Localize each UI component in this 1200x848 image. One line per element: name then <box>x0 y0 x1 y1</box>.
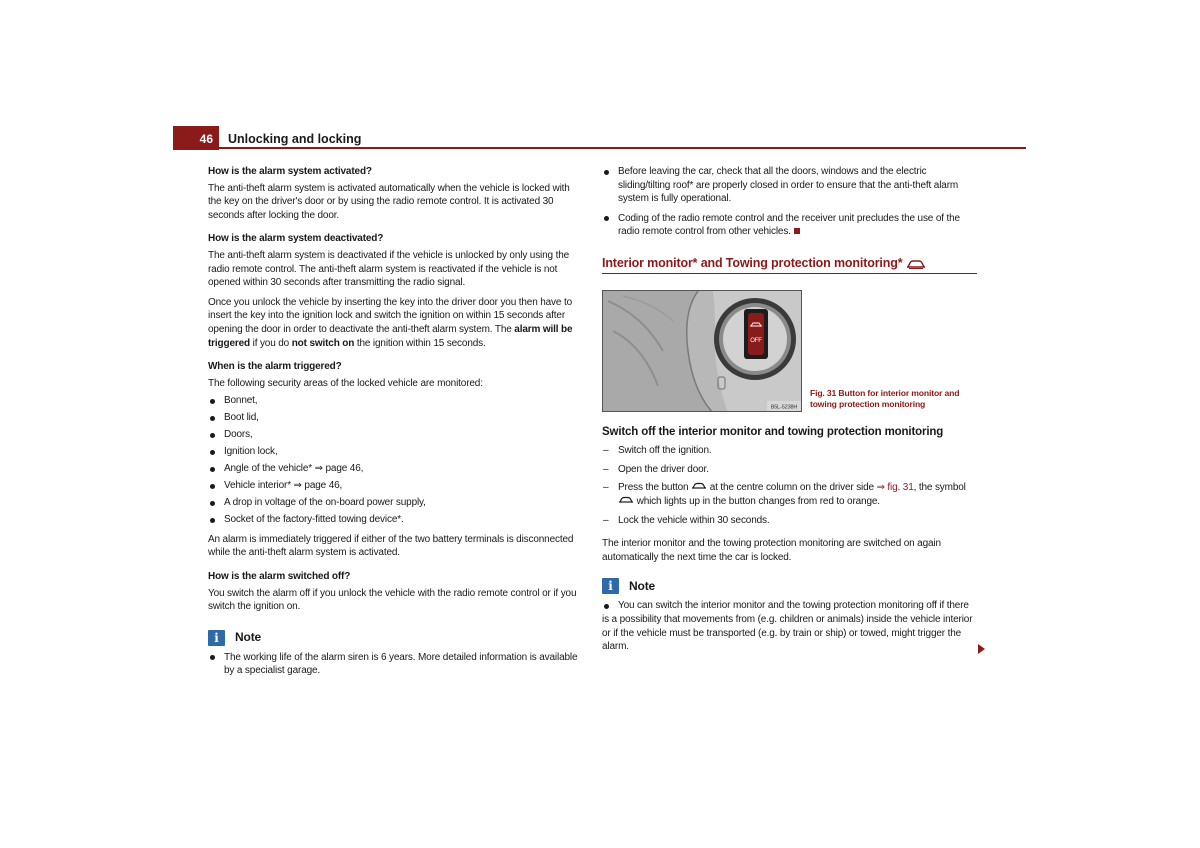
info-icon: i <box>208 630 225 646</box>
page-number: 46 <box>199 132 213 146</box>
section-title: Interior monitor* and Towing protection monitoring* <box>602 257 977 274</box>
list-item: A drop in voltage of the on-board power supply, <box>208 496 583 510</box>
battery-alarm-text: An alarm is immediately triggered if either of the two battery terminals is disconnected while the anti-theft alarm system is activated. <box>208 533 574 559</box>
figure-31 <box>602 290 977 412</box>
list-item: Doors, <box>208 428 583 442</box>
monitored-areas-list <box>208 394 583 526</box>
alarm-switched-off-heading: How is the alarm switched off? <box>208 570 351 582</box>
note-text: The working life of the alarm siren is 6 years. More detailed information is available by a specialist garage. <box>208 651 583 678</box>
header-rule <box>219 147 1026 149</box>
info-icon: i <box>602 578 619 594</box>
alarm-activated-text: The anti-theft alarm system is activated automatically when the vehicle is locked with the key on the driver's door or by using the radio remote control. It is activated 30 seconds after locking the door. <box>208 182 570 221</box>
note-title: Note <box>629 578 656 593</box>
bullet-icon <box>604 170 609 175</box>
off-label: OFF <box>750 337 762 344</box>
car-alarm-icon <box>691 481 707 491</box>
figure-reference-link[interactable]: ⇒ fig. 31 <box>876 482 914 494</box>
procedure-steps <box>602 444 977 527</box>
bullet-icon <box>604 604 609 609</box>
car-alarm-icon <box>618 495 634 505</box>
page-header <box>173 126 1026 150</box>
chapter-title: Unlocking and locking <box>228 132 362 146</box>
alarm-triggered-heading: When is the alarm triggered? <box>208 361 342 373</box>
figure-caption: Fig. 31 Button for interior monitor and towing protection monitoring <box>810 387 960 409</box>
list-item: Bonnet, <box>208 394 583 408</box>
note-box <box>208 630 583 678</box>
bullet-icon <box>604 216 609 221</box>
alarm-deactivated-text-2: Once you unlock the vehicle by inserting the key into the driver door you then have to insert the key into the ignition lock and switch the ignition on within 15 seconds after opening the door in order to deactivate the anti-theft alarm system. The alarm will be triggered if you do not switch on the ignition within 15 seconds. <box>208 296 573 349</box>
bullet-icon <box>210 655 215 660</box>
step-item: – Open the driver door. <box>602 463 977 477</box>
note-header <box>208 630 583 646</box>
note-header <box>602 578 977 594</box>
alarm-deactivated-heading: How is the alarm system deactivated? <box>208 233 384 245</box>
alarm-triggered-intro: The following security areas of the locked vehicle are monitored: <box>208 377 483 389</box>
list-item: Boot lid, <box>208 411 583 425</box>
alarm-deactivated-text: The anti-theft alarm system is deactivated if the vehicle is unlocked by only using the radio remote control. The anti-theft alarm system is reactivated if the vehicle is not opened within 30 seconds after transmitting the radio signal. <box>208 249 570 289</box>
step-item: – Lock the vehicle within 30 seconds. <box>602 514 977 528</box>
alarm-activated-heading: How is the alarm system activated? <box>208 166 372 177</box>
figure-code: B5L-5238H <box>770 404 798 411</box>
seat-illustration <box>603 291 802 412</box>
next-page-arrow-icon <box>978 644 985 654</box>
left-column <box>208 165 583 684</box>
button-photo <box>602 290 802 412</box>
step-item: – Switch off the ignition. <box>602 444 977 458</box>
car-alarm-icon <box>906 258 926 270</box>
reactivation-text: The interior monitor and the towing protection monitoring are switched on again automatically the next time the car is locked. <box>602 538 941 563</box>
list-item: Socket of the factory-fitted towing device*. <box>208 513 583 527</box>
procedure-title: Switch off the interior monitor and towing protection monitoring <box>602 425 944 438</box>
list-item: Angle of the vehicle* ⇒ page 46, <box>208 462 583 476</box>
closing-check-text: Before leaving the car, check that all the doors, windows and the electric sliding/tilting roof* are properly closed in order to ensure that the anti-theft alarm system is fully operational. <box>602 165 977 206</box>
note-text: You can switch the interior monitor and the towing protection monitoring off if there is a possibility that movements from (e.g. children or animals) inside the vehicle interior or if the vehicle must be transported (e.g. by train or ship) or towed, might trigger the alarm. <box>602 600 973 653</box>
right-column <box>602 165 977 660</box>
note-title: Note <box>235 629 262 644</box>
list-item: Ignition lock, <box>208 445 583 459</box>
list-item: Vehicle interior* ⇒ page 46, <box>208 479 583 493</box>
note-box <box>602 578 977 653</box>
step-item: – Press the button at the centre column on the driver side ⇒ fig. 31, the symbol which lights up in the button changes from red to orange. <box>602 481 977 508</box>
section-end-icon <box>794 228 800 234</box>
coding-text: Coding of the radio remote control and the receiver unit precludes the use of the radio remote control from other vehicles. <box>602 212 977 239</box>
page-number-box <box>173 126 219 150</box>
alarm-switched-off-text: You switch the alarm off if you unlock the vehicle with the radio remote control or if you switch the ignition on. <box>208 587 577 613</box>
